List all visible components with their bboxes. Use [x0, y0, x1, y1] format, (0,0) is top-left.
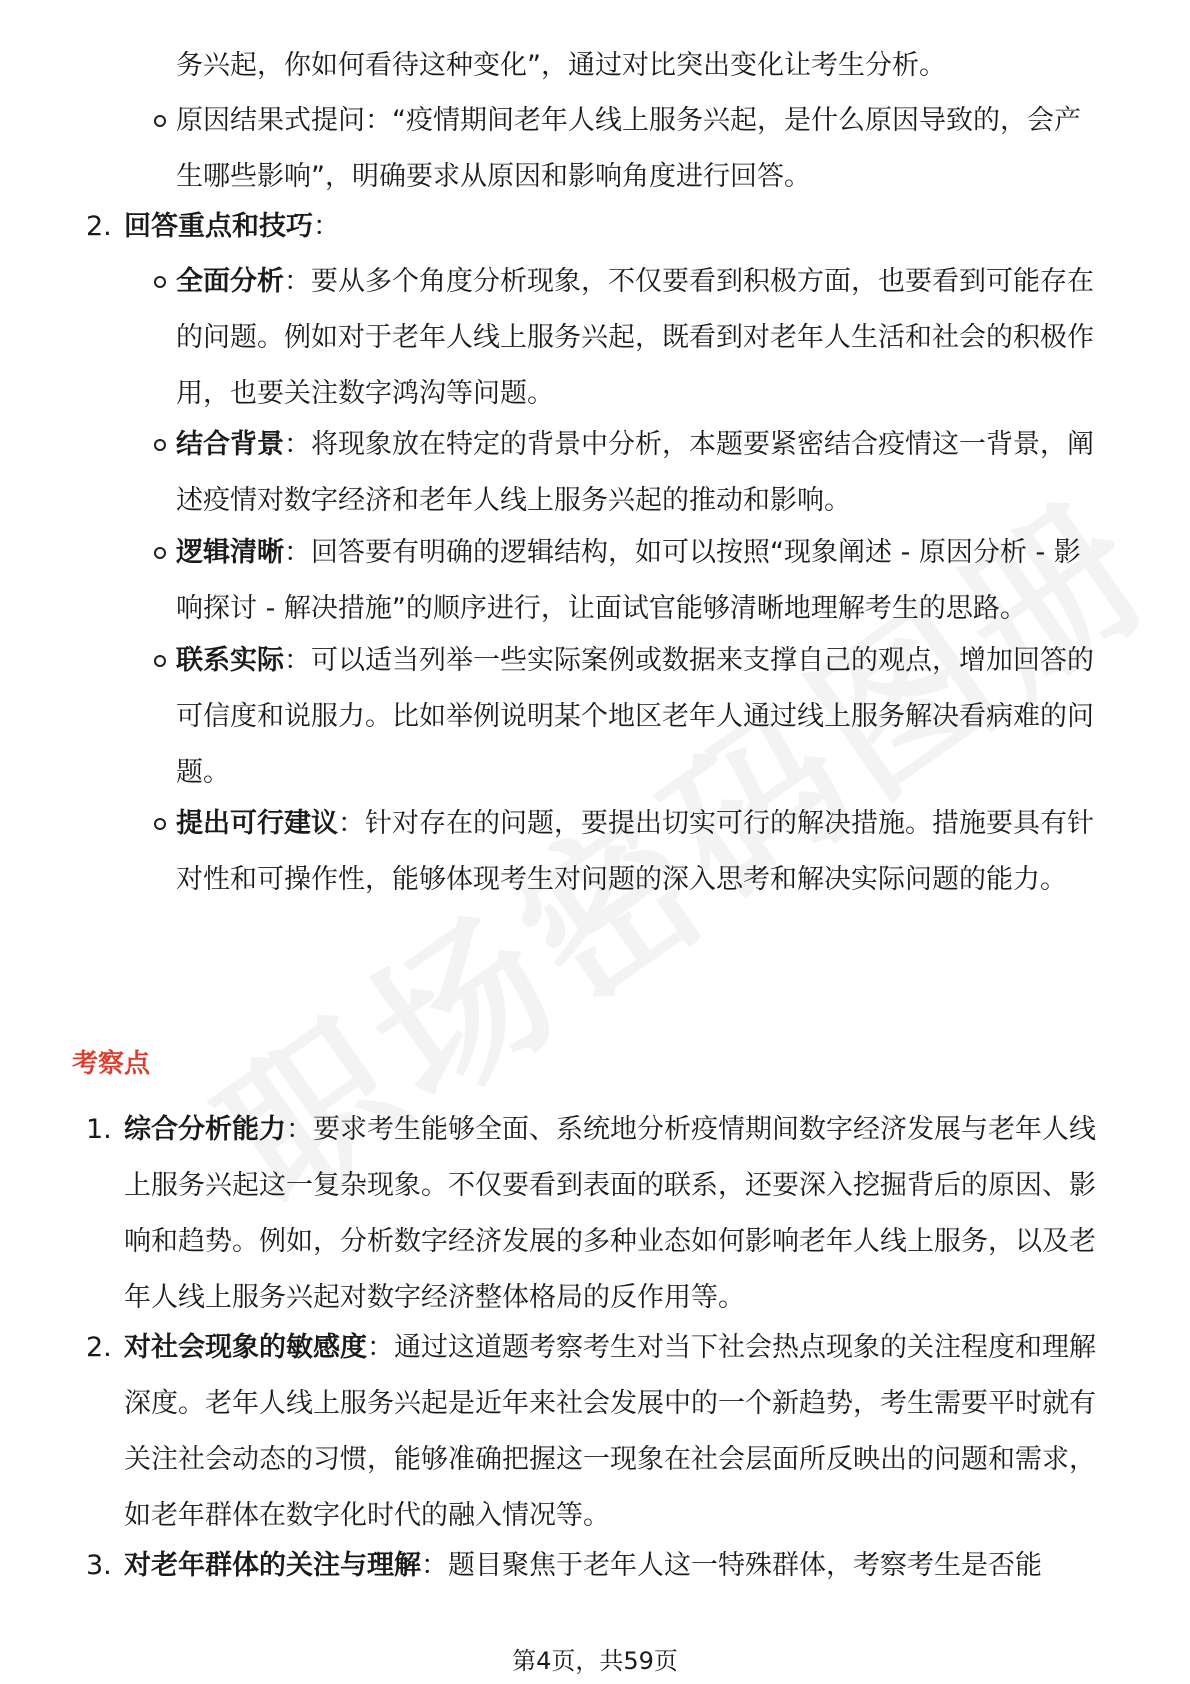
item-text: ：题目聚焦于老年人这一特殊群体，考察考生是否能 [421, 1550, 1042, 1581]
item-label: 逻辑清晰 [176, 537, 284, 568]
bullet-icon [154, 547, 166, 559]
item-text: ：要求考生能够全面、系统地分析疫情期间数字经济发展与老年人线上服务兴起这一复杂现象。不仅要看到表面的联系，还要深入挖掘背后的原因、影响和趋势。例如，分析数字经济发展的多种业态如何影响老年人线上服务，以及老年人线上服务兴起对数字经济整体格局的反作用等。 [124, 1114, 1096, 1313]
item-text: ：可以适当列举一些实际案例或数据来支撑自己的观点，增加回答的可信度和说服力。比如举例说明某个地区老年人通过线上服务解决看病难的问题。 [176, 645, 1094, 788]
item-label: 对社会现象的敏感度 [124, 1332, 367, 1363]
list-item [176, 417, 1106, 529]
list-item [176, 254, 1106, 422]
bullet-icon [154, 439, 166, 451]
item-text: ：要从多个角度分析现象，不仅要看到积极方面，也要看到可能存在的问题。例如对于老年人线上服务兴起，既看到对老年人生活和社会的积极作用，也要关注数字鸿沟等问题。 [176, 266, 1094, 409]
bullet-icon [154, 818, 166, 830]
item-label: 综合分析能力 [124, 1114, 286, 1145]
item-label: 提出可行建议 [176, 808, 338, 839]
bullet-icon [154, 276, 166, 288]
answer-section-title [124, 199, 1106, 255]
bullet-icon [154, 115, 166, 127]
item-label: 结合背景 [176, 429, 284, 460]
item-text: ：针对存在的问题，要提出切实可行的解决措施。措施要具有针对性和可操作性，能够体现考生对问题的深入思考和解决实际问题的能力。 [176, 808, 1094, 895]
list-item [176, 796, 1106, 908]
item-label: 全面分析 [176, 266, 284, 297]
continuation-text: 务兴起，你如何看待这种变化”，通过对比突出变化让考生分析。 [176, 50, 946, 81]
list-item [176, 633, 1106, 801]
item-label: 联系实际 [176, 645, 284, 676]
exam-points-heading: 考察点 [72, 1049, 151, 1079]
exam-point-item [124, 1320, 1106, 1544]
bullet-icon [154, 655, 166, 667]
exam-point-item [124, 1538, 1106, 1594]
list-number: 1. [86, 1114, 112, 1145]
list-number: 3. [86, 1550, 112, 1581]
page-number: 第4页，共59页 [512, 1647, 678, 1675]
item-text: ：将现象放在特定的背景中分析，本题要紧密结合疫情这一背景，阐述疫情对数字经济和老年人线上服务兴起的推动和影响。 [176, 429, 1094, 516]
list-number: 2. [86, 1332, 112, 1363]
item-text: ：通过这道题考察考生对当下社会热点现象的关注程度和理解深度。老年人线上服务兴起是近年来社会发展中的一个新趋势，考生需要平时就有关注社会动态的习惯，能够准确把握这一现象在社会层面所反映出的问题和需求，如老年群体在数字化时代的融入情况等。 [124, 1332, 1096, 1531]
answer-section-title-label: 回答重点和技巧 [124, 211, 313, 242]
item-text: ：回答要有明确的逻辑结构，如可以按照“现象阐述 - 原因分析 - 影响探讨 - 解决措施”的顺序进行，让面试官能够清晰地理解考生的思路。 [176, 537, 1081, 624]
item-label: 对老年群体的关注与理解 [124, 1550, 421, 1581]
answer-section-title-colon: ： [313, 211, 340, 242]
list-item [176, 525, 1106, 637]
cause-effect-text: 原因结果式提问：“疫情期间老年人线上服务兴起，是什么原因导致的，会产生哪些影响”，明确要求从原因和影响角度进行回答。 [176, 105, 1081, 192]
exam-point-item [124, 1102, 1106, 1326]
list-number: 2. [86, 211, 112, 242]
